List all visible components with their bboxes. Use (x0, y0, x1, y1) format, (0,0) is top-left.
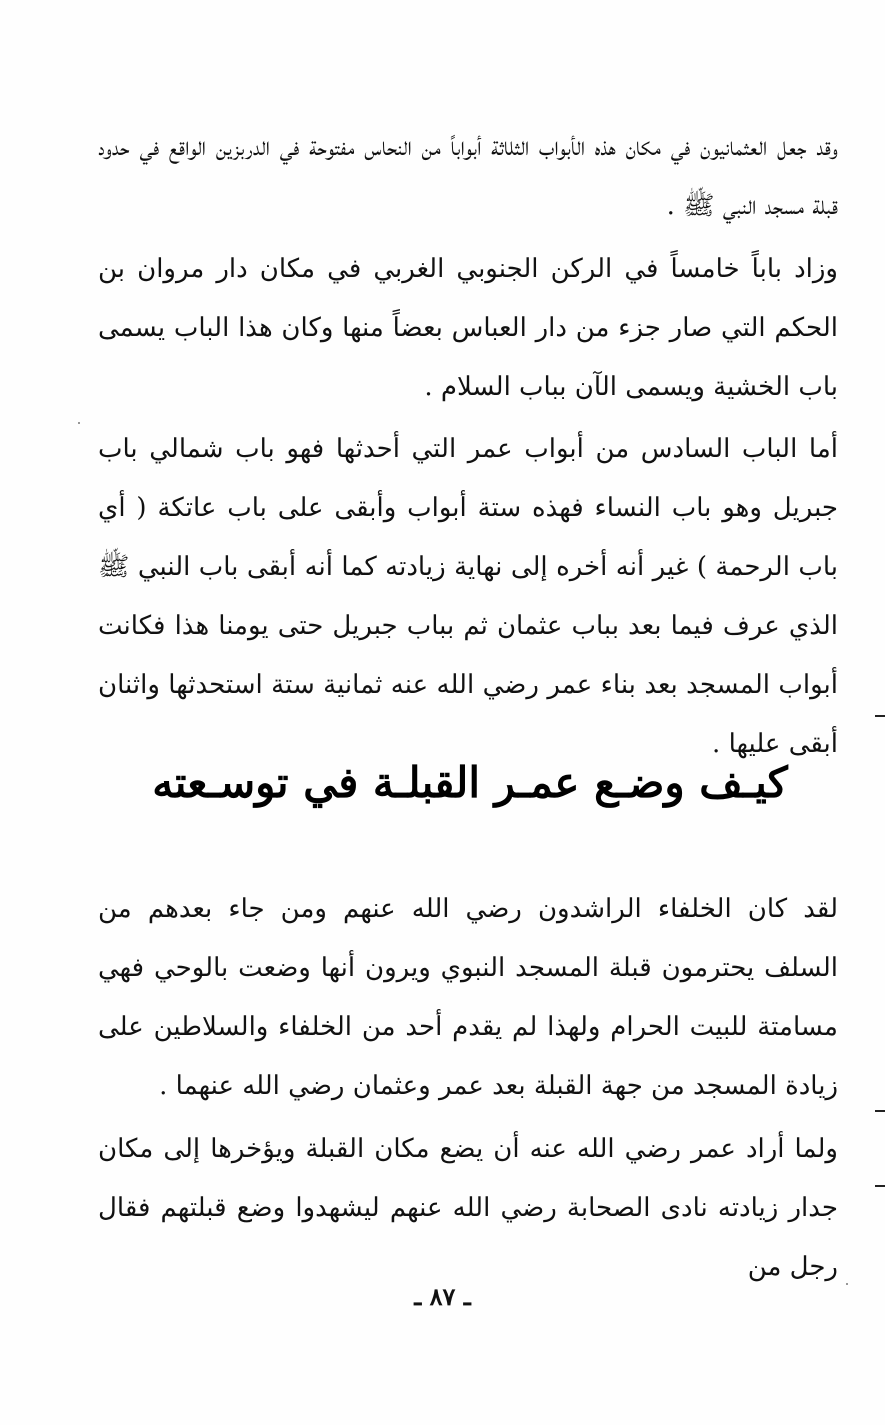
margin-mark (875, 1185, 885, 1187)
paragraph-fifth-door: وزاد باباً خامساً في الركن الجنوبي الغربي في مكان دار مروان بن الحكم التي صار جزء من دار العباس بعضاً منها وكان هذا الباب يسمى باب الخشية ويسمى الآن بباب السلام . (98, 254, 838, 402)
margin-mark (875, 715, 885, 717)
page-number: ـ ٨٧ ـ (414, 1282, 471, 1311)
paragraph-sixth-door: أما الباب السادس من أبواب عمر التي أحدثها فهو باب شمالي باب جبريل وهو باب النساء فهذه ستة أبواب وأبقى على باب عاتكة ( أي باب الرحمة ) غير أنه أخره إلى نهاية زيادته كما أنه أبقى باب النبي ﷺ الذي عرف فيما بعد بباب عثمان ثم بباب جبريل حتى يومنا هذا فكانت أبواب المسجد بعد بناء عمر رضي الله عنه ثمانية ستة استحدثها واثنان أبقى عليها . (98, 434, 838, 759)
paragraph-ottoman-doors: وقد جعل العثمانيون في مكان هذه الأبواب الثلاثة أبواباً من النحاس مفتوحة في الدربزين الواقع في حدود قبلة مسجد النبي ﷺ . (98, 132, 838, 221)
scan-speck (846, 1283, 848, 1285)
paragraph-qibla-respect: لقد كان الخلفاء الراشدون رضي الله عنهم ومن جاء بعدهم من السلف يحترمون قبلة المسجد النبوي ويرون أنها وضعت بالوحي فهي مسامتة للبيت الحرام ولهذا لم يقدم أحد من الخلفاء والسلاطين على زيادة المسجد من جهة القبلة بعد عمر وعثمان رضي الله عنهما . (98, 894, 838, 1101)
margin-mark (875, 1110, 885, 1112)
section-heading: كيـف وضـع عمـر القبلـة في توسـعته (152, 758, 788, 807)
scan-speck (78, 422, 80, 424)
paragraph-umar-qibla: ولما أراد عمر رضي الله عنه أن يضع مكان القبلة ويؤخرها إلى مكان جدار زيادته نادى الصحابة رضي الله عنهم ليشهدوا وضع قبلتهم فقال رجل من (98, 1134, 838, 1282)
